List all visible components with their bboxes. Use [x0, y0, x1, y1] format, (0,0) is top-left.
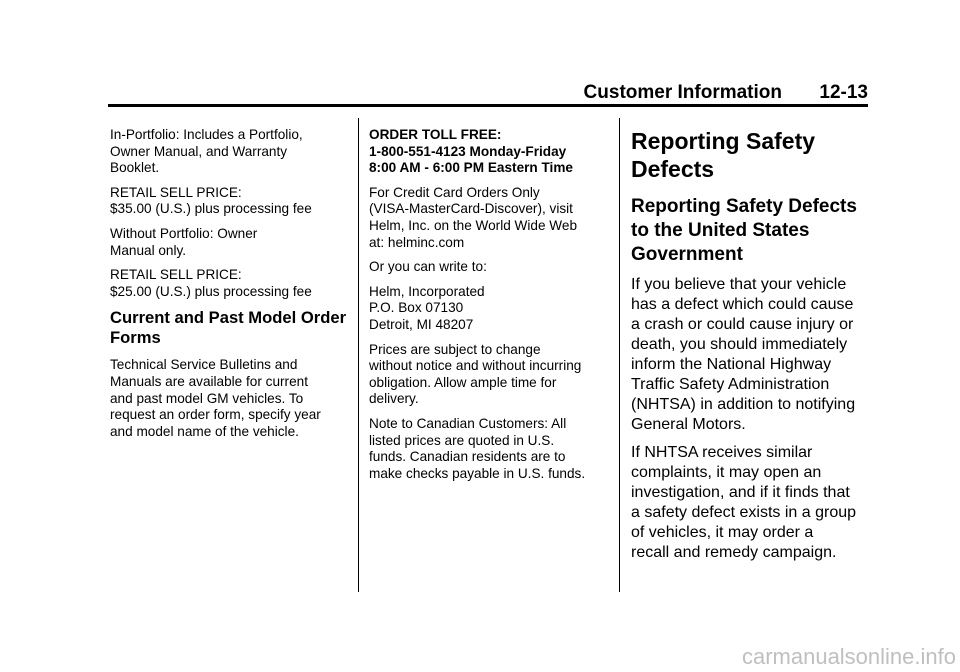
- without-portfolio-paragraph: Without Portfolio: Owner Manual only.: [110, 225, 258, 258]
- watermark: carmanualsonline.info: [741, 644, 956, 669]
- canadian-customers-paragraph: Note to Canadian Customers: All listed prices are quoted in U.S. funds. Canadian residents are to make checks payable in U.S. funds.: [369, 415, 586, 481]
- mailing-address: Helm, Incorporated P.O. Box 07130 Detroit, MI 48207: [369, 283, 485, 332]
- column-divider-2: [619, 118, 620, 592]
- column-1: [110, 127, 346, 448]
- order-forms-heading: Current and Past Model Order Forms: [110, 308, 347, 348]
- page-number: 12-13: [819, 82, 868, 103]
- price-paragraph-2: RETAIL SELL PRICE: $25.00 (U.S.) plus processing fee: [110, 267, 312, 299]
- us-government-heading: Reporting Safety Defects to the United States Government: [631, 196, 857, 265]
- portfolio-paragraph: In-Portfolio: Includes a Portfolio, Owner Manual, and Warranty Booklet.: [110, 127, 303, 176]
- price-paragraph-1: RETAIL SELL PRICE: $35.00 (U.S.) plus processing fee: [110, 184, 312, 217]
- prices-notice-paragraph: Prices are subject to change without notice and without incurring obligation. Allow ample time for delivery.: [369, 341, 582, 407]
- column-3: [631, 127, 867, 571]
- page-header: [108, 80, 868, 106]
- service-bulletins-paragraph: Technical Service Bulletins and Manuals are available for current and past model GM vehicles. To request an order form, specify year and model name of the vehicle.: [110, 357, 321, 439]
- safety-defects-title: Reporting Safety Defects: [631, 128, 816, 182]
- credit-card-paragraph: For Credit Card Orders Only (VISA-MasterCard-Discover), visit Helm, Inc. on the World Wide Web at: helminc.com: [369, 184, 578, 250]
- section-title: Customer Information: [583, 82, 782, 103]
- column-2: [369, 127, 607, 490]
- column-divider-1: [358, 118, 359, 592]
- header-rule: [108, 104, 868, 107]
- order-toll-free-paragraph: ORDER TOLL FREE: 1-800-551-4123 Monday-Friday 8:00 AM - 6:00 PM Eastern Time: [369, 127, 573, 176]
- believe-defect-paragraph: If you believe that your vehicle has a defect which could cause a crash or could cause injury or death, you should immediately inform the National Highway Traffic Safety Administration (NHTSA) in addition to notifying General Motors.: [631, 276, 856, 433]
- nhtsa-complaints-paragraph: If NHTSA receives similar complaints, it may open an investigation, and if it finds that a safety defect exists in a group of vehicles, it may order a recall and remedy campaign.: [631, 444, 857, 561]
- write-to-paragraph: Or you can write to:: [369, 259, 487, 275]
